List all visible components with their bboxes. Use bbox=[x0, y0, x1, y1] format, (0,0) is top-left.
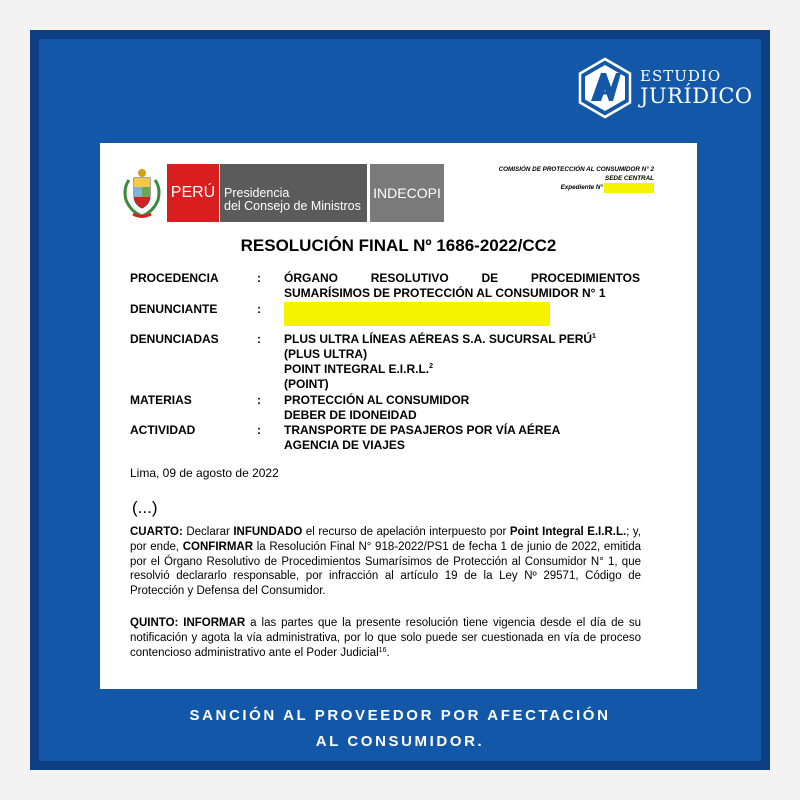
meta-colon: : bbox=[257, 332, 261, 346]
word: RESOLUTIVO bbox=[370, 271, 449, 285]
commission-header bbox=[454, 166, 654, 193]
materia-2: DEBER DE IDONEIDAD bbox=[284, 408, 417, 422]
resolution-title: RESOLUCIÓN FINAL Nº 1686-2022/CC2 bbox=[240, 236, 557, 255]
presidencia-label bbox=[220, 164, 367, 222]
brand-logo bbox=[577, 57, 753, 121]
document-header bbox=[121, 164, 681, 222]
text: . bbox=[386, 646, 390, 659]
paragraph-lead: CUARTO: bbox=[130, 526, 183, 538]
paragraph-quinto bbox=[130, 616, 641, 660]
sede-label: SEDE CENTRAL bbox=[605, 174, 654, 182]
expediente-redaction bbox=[604, 183, 654, 193]
expediente-label: Expediente N° bbox=[560, 183, 603, 191]
paragraph-cuarto bbox=[130, 525, 641, 599]
caption-line2: AL CONSUMIDOR. bbox=[315, 733, 485, 750]
bold-text: INFUNDADO bbox=[233, 526, 303, 538]
caption-line1: SANCIÓN AL PROVEEDOR POR AFECTACIÓN bbox=[189, 707, 611, 724]
brand-line-estudio: ESTUDIO bbox=[640, 67, 722, 85]
meta-value bbox=[284, 271, 640, 301]
meta-value bbox=[284, 332, 640, 392]
word: ÓRGANO bbox=[284, 271, 338, 285]
paragraph-lead: QUINTO: INFORMAR bbox=[130, 617, 246, 629]
place-date: Lima, 09 de agosto de 2022 bbox=[130, 466, 279, 480]
denunciada-1-alias: (PLUS ULTRA) bbox=[284, 347, 368, 361]
text: el recurso de apelación interpuesto por bbox=[302, 526, 510, 538]
meta-value bbox=[284, 423, 640, 453]
brand-text bbox=[640, 67, 753, 108]
caption bbox=[39, 703, 761, 755]
denunciada-2-alias: (POINT) bbox=[284, 377, 329, 391]
actividad-2: AGENCIA DE VIAJES bbox=[284, 438, 405, 452]
actividad-1: TRANSPORTE DE PASAJEROS POR VÍA AÉREA bbox=[284, 423, 561, 437]
footnote-ref: 2 bbox=[429, 363, 434, 370]
meta-label: DENUNCIANTE bbox=[130, 302, 218, 316]
meta-colon: : bbox=[257, 271, 261, 285]
denunciada-2 bbox=[284, 362, 640, 377]
meta-label: PROCEDENCIA bbox=[130, 271, 219, 285]
ellipsis: (...) bbox=[132, 498, 158, 517]
resolution-document bbox=[100, 143, 697, 689]
denunciada-1 bbox=[284, 332, 640, 347]
text: a las partes que la presente resolución tiene vigencia desde el día de su notificación y agota la vía administrativa, por lo que solo puede ser cuestionada en vía de proceso contencioso administrativo ante el Poder Judicial bbox=[130, 617, 641, 659]
peru-label: PERÚ bbox=[167, 164, 219, 222]
meta-value bbox=[284, 393, 640, 423]
procedencia-line1 bbox=[284, 271, 640, 286]
commission-name: COMISIÓN DE PROTECCIÓN AL CONSUMIDOR N° 2 bbox=[498, 166, 654, 173]
denunciada-1-name: PLUS ULTRA LÍNEAS AÉREAS S.A. SUCURSAL PERÚ bbox=[284, 332, 593, 346]
blue-panel bbox=[39, 39, 761, 761]
materia-1: PROTECCIÓN AL CONSUMIDOR bbox=[284, 393, 470, 407]
presidencia-line1: Presidencia bbox=[224, 186, 290, 200]
hexagon-aw-monogram-icon bbox=[577, 57, 633, 119]
meta-colon: : bbox=[257, 393, 261, 407]
text: ; y, por ende, bbox=[130, 526, 641, 553]
indecopi-label: INDECOPI bbox=[370, 164, 444, 222]
bold-text: Point Integral E.I.R.L. bbox=[509, 526, 627, 538]
word: DE bbox=[481, 271, 499, 285]
outer-frame bbox=[30, 30, 770, 770]
text: la Resolución Final N° 918-2022/PS1 de fecha 1 de junio de 2022, emitida por el Órgano Resolutivo de Procedimientos Sumarísimos de Protección al Consumidor N° 1, que resolvió declararlo responsable, por infracción al artículo 19 de la Ley Nº 29571, Código de Protección y Defensa del Consumidor. bbox=[130, 540, 641, 598]
presidencia-line2: del Consejo de Ministros bbox=[224, 199, 361, 213]
meta-colon: : bbox=[257, 423, 261, 437]
expediente-row bbox=[454, 183, 654, 193]
meta-colon: : bbox=[257, 302, 261, 316]
procedencia-line2: SUMARÍSIMOS DE PROTECCIÓN AL CONSUMIDOR N° 1 bbox=[284, 286, 606, 300]
footnote-ref: 1 bbox=[592, 333, 596, 340]
peru-coat-of-arms-icon bbox=[121, 166, 163, 220]
meta-label: MATERIAS bbox=[130, 393, 192, 407]
denunciada-2-name: POINT INTEGRAL E.I.R.L. bbox=[284, 362, 430, 376]
word: PROCEDIMIENTOS bbox=[530, 271, 640, 285]
denunciante-redaction bbox=[284, 302, 550, 326]
bold-text: CONFIRMAR bbox=[182, 540, 254, 553]
meta-label: ACTIVIDAD bbox=[130, 423, 196, 437]
meta-label: DENUNCIADAS bbox=[130, 332, 219, 346]
footnote-ref: 16 bbox=[378, 646, 387, 654]
brand-line-juridico: JURÍDICO bbox=[640, 84, 753, 108]
text: Declarar bbox=[182, 526, 234, 538]
